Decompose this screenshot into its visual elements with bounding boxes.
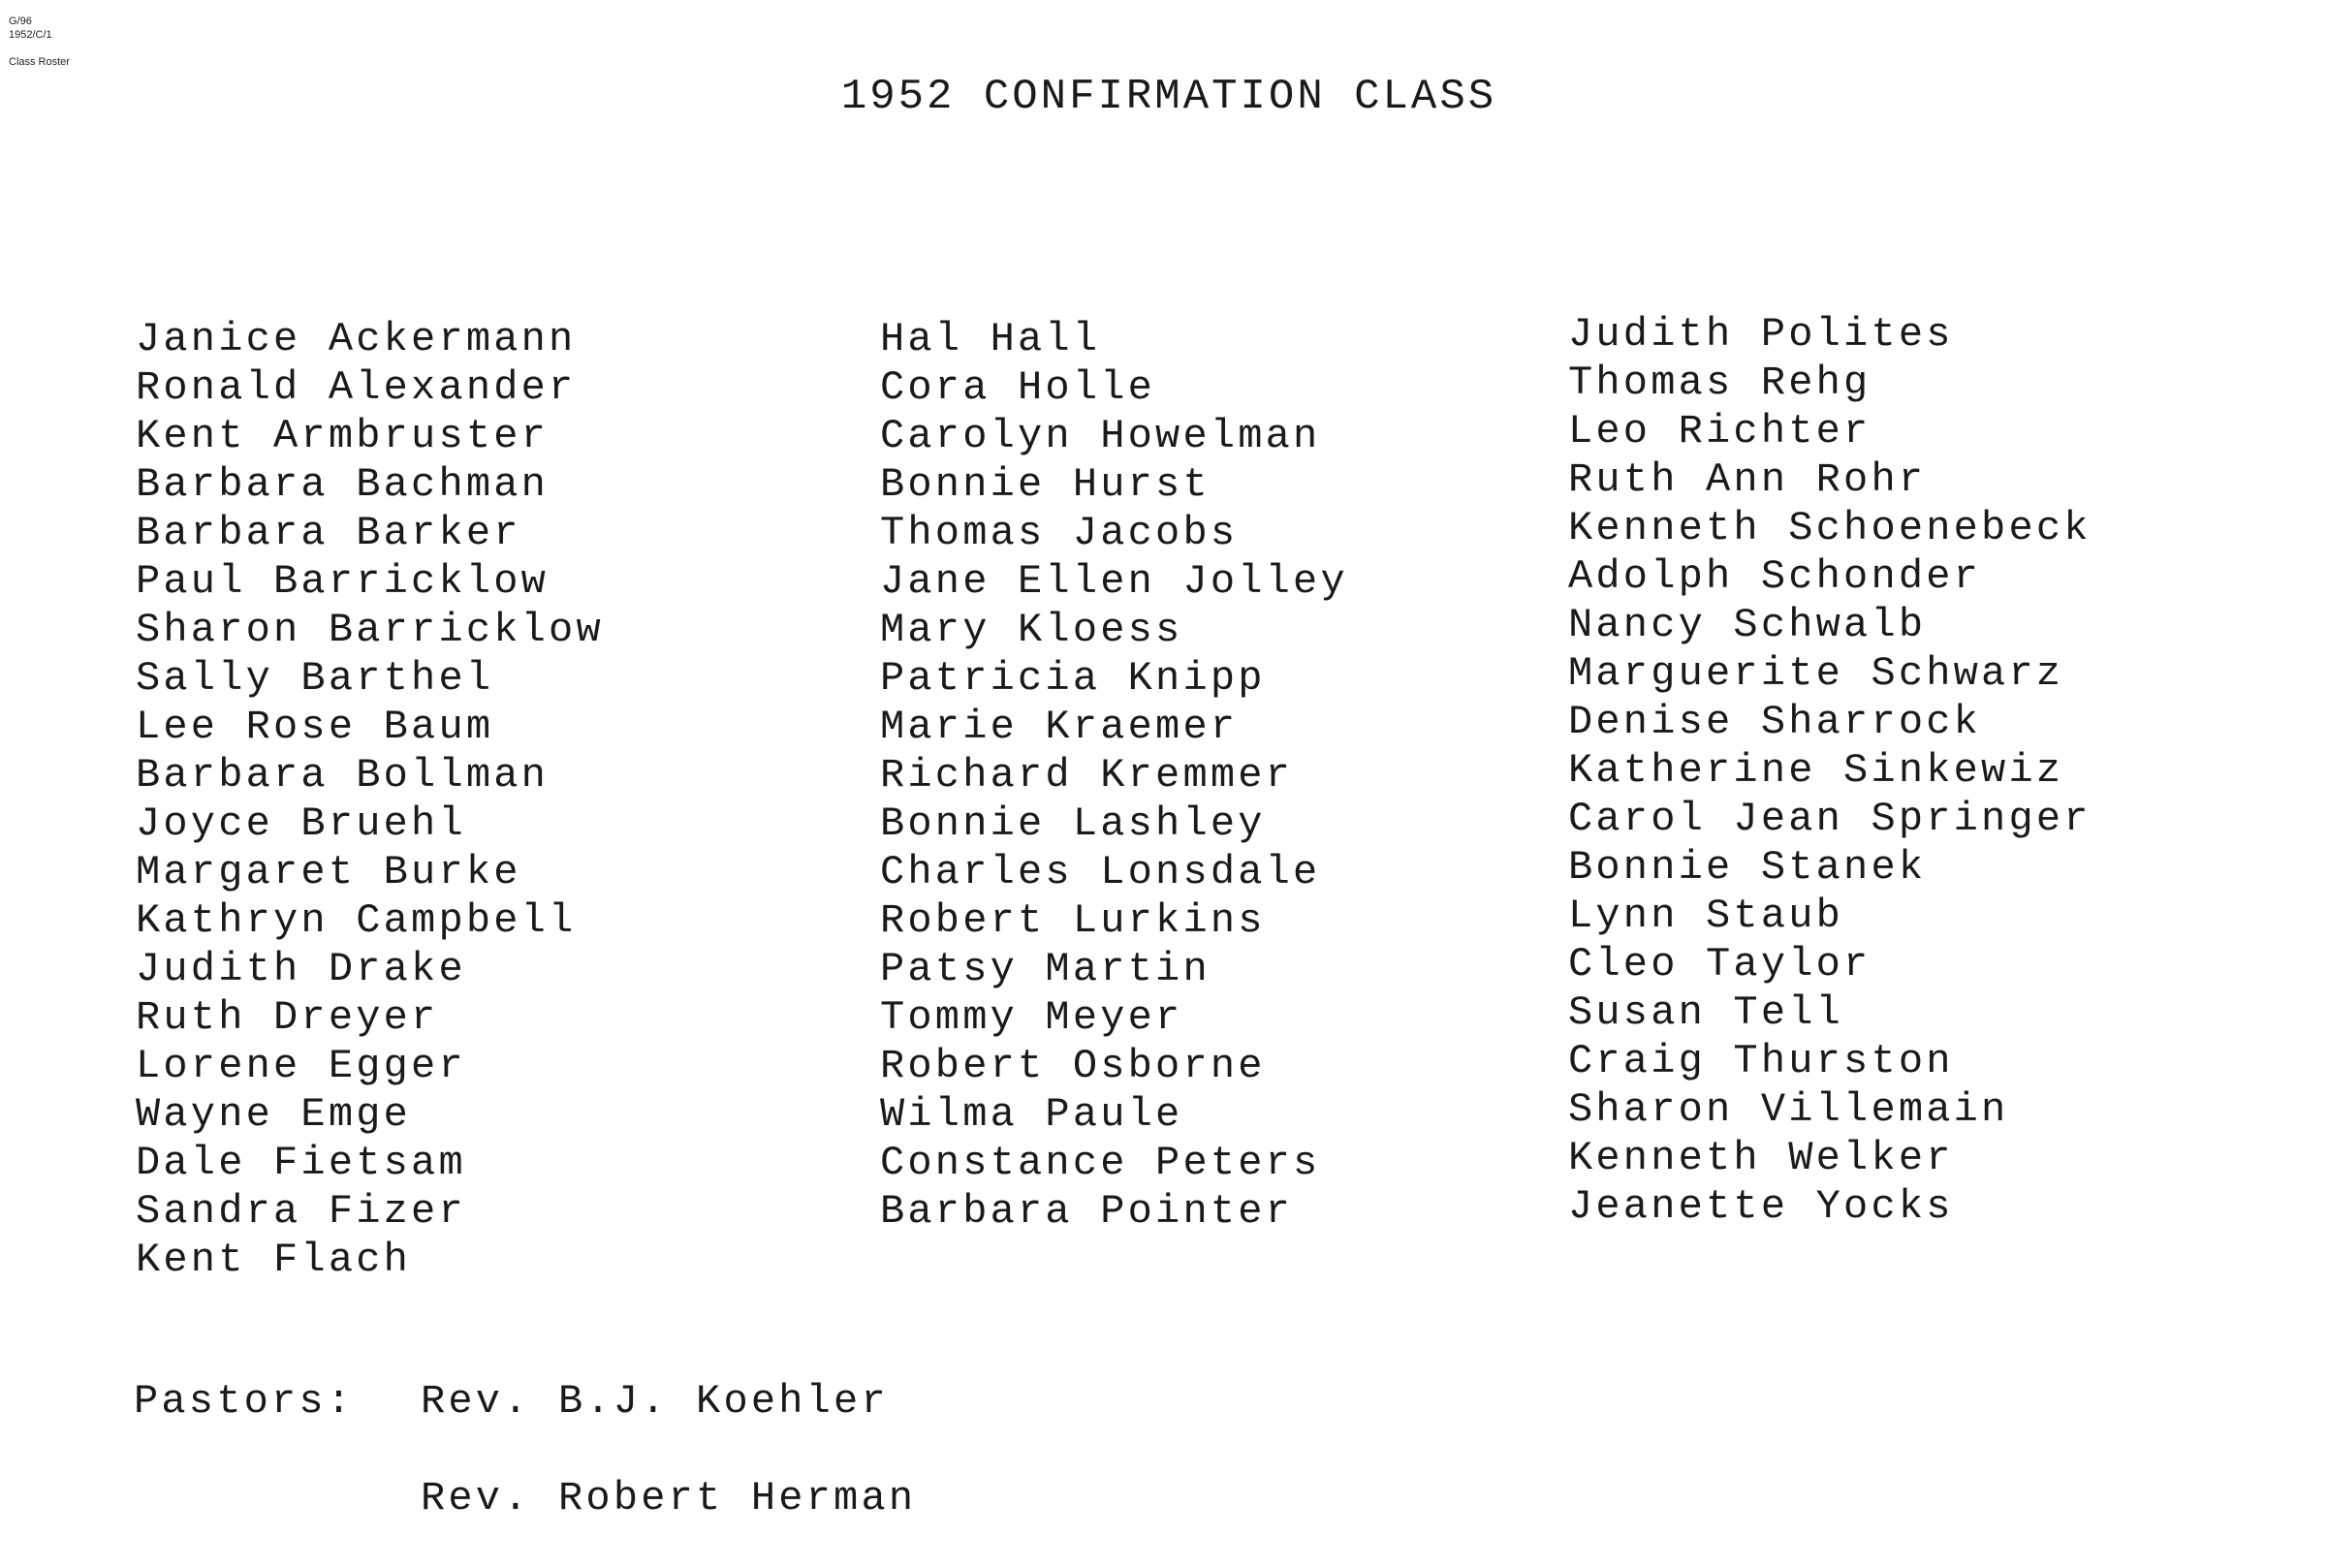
- class-member-name: Sharon Barricklow: [136, 607, 604, 653]
- pastor-name: Rev. Robert Herman: [421, 1475, 917, 1521]
- class-member-name: Hal Hall: [880, 316, 1101, 362]
- class-member-name: Tommy Meyer: [880, 994, 1183, 1041]
- class-member-name: Sally Barthel: [136, 655, 494, 702]
- pastor-row: [134, 1471, 916, 1568]
- class-member-name: Wilma Paule: [880, 1091, 1183, 1138]
- class-member-name: Sandra Fizer: [136, 1188, 466, 1235]
- page-title: 1952 CONFIRMATION CLASS: [840, 73, 1497, 121]
- class-member-name: Constance Peters: [880, 1140, 1321, 1186]
- class-member-name: Thomas Jacobs: [880, 510, 1239, 556]
- class-member-name: Robert Osborne: [880, 1043, 1266, 1089]
- class-member-name: Bonnie Lashley: [880, 800, 1266, 847]
- class-member-name: Adolph Schonder: [1568, 553, 1982, 600]
- class-member-name: Lynn Staub: [1568, 893, 1844, 939]
- class-member-name: Jane Ellen Jolley: [880, 558, 1348, 605]
- name-column-3: [1568, 310, 2092, 1231]
- class-member-name: Sharon Villemain: [1568, 1086, 2009, 1133]
- class-member-name: Lorene Egger: [136, 1043, 466, 1089]
- class-member-name: Jeanette Yocks: [1568, 1183, 1954, 1230]
- class-member-name: Lee Rose Baum: [136, 704, 494, 750]
- class-member-name: Marie Kraemer: [880, 704, 1239, 750]
- class-member-name: Kathryn Campbell: [136, 897, 577, 944]
- class-member-name: Janice Ackermann: [136, 316, 577, 362]
- class-member-name: Ruth Ann Rohr: [1568, 456, 1927, 503]
- class-member-name: Susan Tell: [1568, 989, 1844, 1036]
- class-member-name: Cora Holle: [880, 364, 1156, 411]
- class-member-name: Mary Kloess: [880, 607, 1183, 653]
- pastor-row: [134, 1374, 916, 1471]
- class-member-name: Barbara Barker: [136, 510, 521, 556]
- class-member-name: Patricia Knipp: [880, 655, 1266, 702]
- class-member-name: Kenneth Schoenebeck: [1568, 505, 2092, 551]
- class-member-name: Judith Drake: [136, 946, 466, 992]
- class-member-name: Robert Lurkins: [880, 897, 1266, 944]
- pastors-section: [134, 1374, 916, 1568]
- class-member-name: Bonnie Stanek: [1568, 844, 1927, 891]
- class-member-name: Charles Lonsdale: [880, 849, 1321, 895]
- pastors-label-spacer: [134, 1471, 421, 1568]
- class-member-name: Ruth Dreyer: [136, 994, 439, 1041]
- class-member-name: Patsy Martin: [880, 946, 1211, 992]
- class-member-name: Dale Fietsam: [136, 1140, 466, 1186]
- class-member-name: Marguerite Schwarz: [1568, 650, 2064, 697]
- class-member-name: Margaret Burke: [136, 849, 521, 895]
- class-member-name: Cleo Taylor: [1568, 941, 1872, 988]
- pastors-label: Pastors:: [134, 1378, 355, 1425]
- class-member-name: Richard Kremmer: [880, 752, 1294, 799]
- class-member-name: Kent Flach: [136, 1237, 412, 1283]
- pastor-name: Rev. B.J. Koehler: [421, 1378, 889, 1425]
- class-member-name: Katherine Sinkewiz: [1568, 747, 2064, 794]
- class-member-name: Leo Richter: [1568, 408, 1872, 455]
- class-member-name: Bonnie Hurst: [880, 461, 1211, 508]
- class-member-name: Ronald Alexander: [136, 364, 577, 411]
- class-member-name: Carolyn Howelman: [880, 413, 1321, 459]
- class-member-name: Kent Armbruster: [136, 413, 550, 459]
- class-member-name: Judith Polites: [1568, 311, 1954, 358]
- class-member-name: Kenneth Welker: [1568, 1135, 1954, 1181]
- class-member-name: Barbara Pointer: [880, 1188, 1294, 1235]
- class-member-name: Barbara Bachman: [136, 461, 550, 508]
- class-member-name: Wayne Emge: [136, 1091, 412, 1138]
- class-member-name: Joyce Bruehl: [136, 800, 466, 847]
- class-member-name: Carol Jean Springer: [1568, 796, 2092, 842]
- class-member-name: Denise Sharrock: [1568, 699, 1982, 745]
- class-member-name: Thomas Rehg: [1568, 360, 1872, 406]
- archive-code: G/96: [9, 16, 32, 27]
- class-member-name: Nancy Schwalb: [1568, 602, 1927, 648]
- class-member-name: Paul Barricklow: [136, 558, 550, 605]
- name-column-2: [880, 315, 1348, 1236]
- name-column-1: [136, 315, 604, 1284]
- class-member-name: Craig Thurston: [1568, 1038, 1954, 1084]
- archive-reference: 1952/C/1: [9, 29, 52, 41]
- archive-label: Class Roster: [9, 56, 70, 68]
- class-member-name: Barbara Bollman: [136, 752, 550, 799]
